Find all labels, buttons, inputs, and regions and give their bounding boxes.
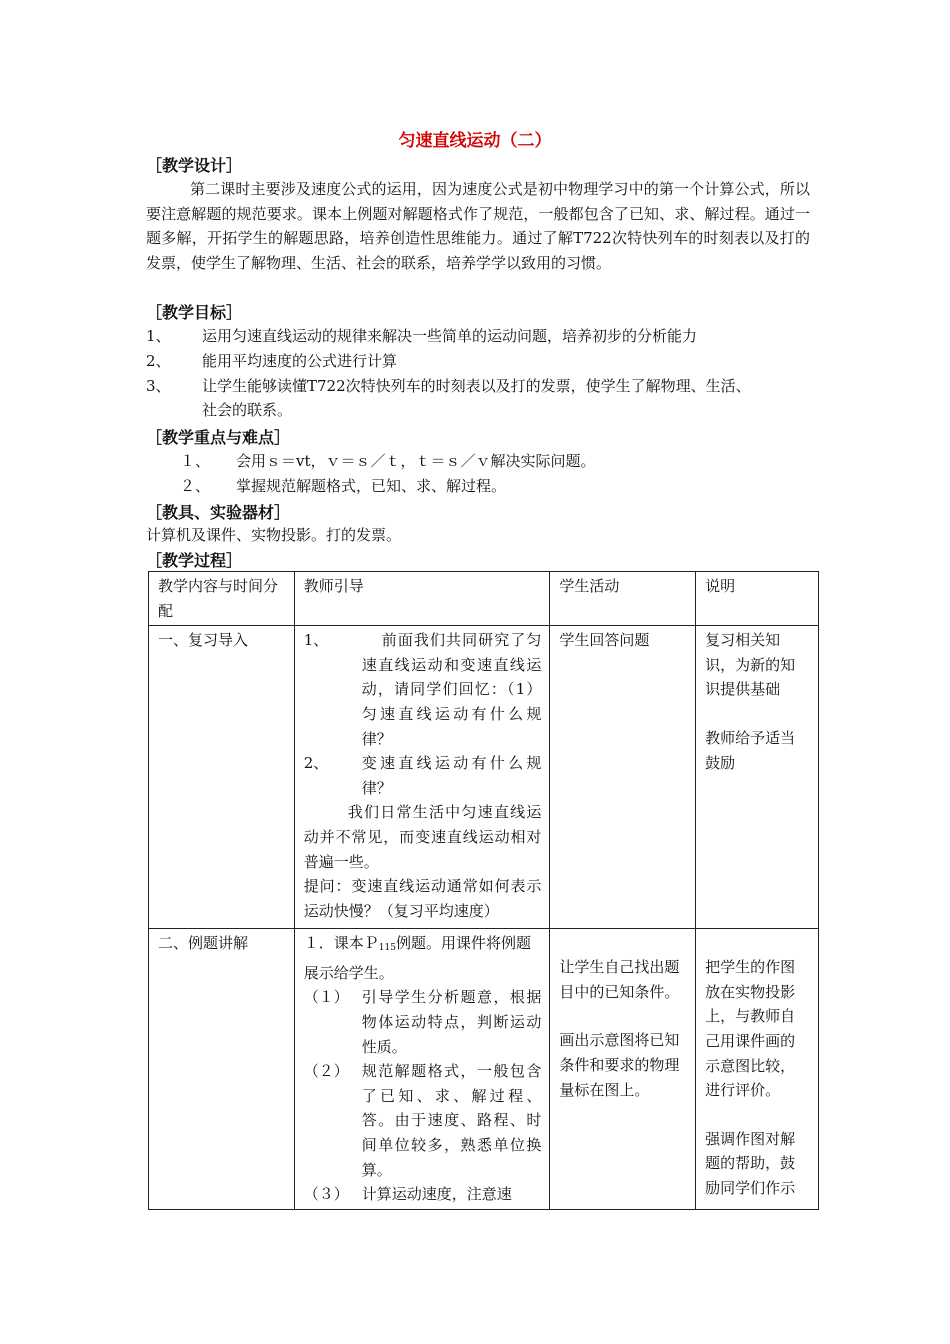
page-subscript: 115: [378, 943, 396, 954]
goal-num: 1、: [146, 327, 171, 345]
step-num: （２）: [303, 1062, 349, 1081]
goal-text: 运用匀速直线运动的规律来解决一些简单的运动问题，培养初步的分析能力: [202, 327, 698, 345]
step-num: （３）: [303, 1185, 349, 1204]
step-text: 引导学生分析题意，根据物体运动特点，判断运动性质。: [361, 988, 542, 1056]
item-num: 1、: [303, 631, 329, 650]
teacher-paragraph: 我们日常生活中匀速直线运动并不常见，而变速直线运动相对普遍一些。: [303, 803, 542, 871]
step-text: 计算运动速度，注意速: [361, 1185, 512, 1204]
tools-text: 计算机及课件、实物投影。打的发票。: [146, 526, 402, 544]
teacher-item-1: [304, 628, 542, 751]
goal-num: 3、: [146, 377, 171, 395]
heading-design: ［教学设计］: [146, 156, 243, 175]
student-text: 画出示意图将已知条件和要求的物理量标在图上。: [559, 1031, 680, 1099]
header-note: 说明: [696, 572, 819, 626]
note-text: 把学生的作图放在实物投影上，与教师自己用课件画的示意图比较，进行评价。: [705, 958, 796, 1100]
item-num: 2、: [303, 754, 329, 773]
teacher-step-3: [304, 1182, 542, 1207]
heading-process: ［教学过程］: [146, 551, 243, 570]
cell-teacher: [294, 929, 550, 1210]
keypoint-num: １、: [180, 452, 211, 470]
table-header-row: [149, 572, 819, 626]
goal-text: 让学生能够读懂T722次特快列车的时刻表以及打的发票，使学生了解物理、生活、: [202, 377, 751, 395]
cell-note: [696, 929, 819, 1210]
cell-note: [696, 626, 819, 929]
header-content: 教学内容与时间分配: [149, 572, 295, 626]
student-text: 让学生自己找出题目中的已知条件。: [559, 958, 680, 1001]
step-text: 规范解题格式，一般包含了已知、求、解过程、答。由于速度、路程、时间单位较多，熟悉单位换算。: [361, 1062, 542, 1179]
process-table: [148, 571, 819, 1210]
page-title: 匀速直线运动（二）: [398, 131, 552, 151]
cell-content: 一、复习导入: [149, 626, 295, 929]
item-text: 变速直线运动有什么规律？: [361, 754, 542, 797]
heading-goals: ［教学目标］: [146, 303, 243, 322]
keypoint-text: 掌握规范解题格式，已知、求、解过程。: [236, 477, 507, 495]
cell-student: 学生回答问题: [550, 626, 696, 929]
note-text: 强调作图对解题的帮助，鼓励同学们作示: [705, 1129, 796, 1197]
note-text: 复习相关知识，为新的知识提供基础: [705, 631, 796, 699]
teacher-intro: [304, 931, 542, 985]
cell-content: 二、例题讲解: [149, 929, 295, 1210]
goal-item-3-cont: 社会的联系。: [202, 401, 293, 419]
teacher-step-1: [304, 985, 542, 1059]
goal-text: 能用平均速度的公式进行计算: [202, 352, 398, 370]
keypoint-num: ２、: [180, 477, 211, 495]
step-num: （１）: [303, 988, 349, 1007]
teacher-question: 提问：变速直线运动通常如何表示运动快慢？（复习平均速度）: [303, 877, 542, 920]
teacher-item-2: [304, 751, 542, 800]
goal-num: 2、: [146, 352, 171, 370]
item-text: 前面我们共同研究了匀速直线运动和变速直线运动，请同学们回忆：（1）匀速直线运动有什么规律？: [361, 631, 542, 748]
table-row: [149, 626, 819, 929]
intro-text: 例题。用课件将例题展示给学生。: [303, 934, 531, 982]
table-row: [149, 929, 819, 1210]
keypoint-text: 会用ｓ＝vt，ｖ＝ｓ／ｔ，ｔ＝ｓ／ｖ解决实际问题。: [236, 452, 596, 470]
heading-keypoints: ［教学重点与难点］: [146, 428, 291, 447]
cell-teacher: [294, 626, 550, 929]
design-paragraph: 第二课时主要涉及速度公式的运用，因为速度公式是初中物理学习中的第一个计算公式，所以要注意解题的规范要求。课本上例题对解题格式作了规范，一般都包含了已知、求、解过程。通过一题多解，开拓学生的解题思路，培养创造性思维能力。通过了解T722次特快列车的时刻表以及打的发票，使学生了解物理、生活、社会的联系，培养学学以致用的习惯。: [146, 180, 810, 272]
teacher-step-2: [304, 1059, 542, 1182]
header-student: 学生活动: [550, 572, 696, 626]
header-teacher: 教师引导: [294, 572, 550, 626]
cell-student: [550, 929, 696, 1210]
note-text: 教师给予适当鼓励: [705, 728, 796, 772]
intro-text: １．课本Ｐ: [303, 934, 379, 953]
heading-tools: ［教具、实验器材］: [146, 503, 291, 522]
